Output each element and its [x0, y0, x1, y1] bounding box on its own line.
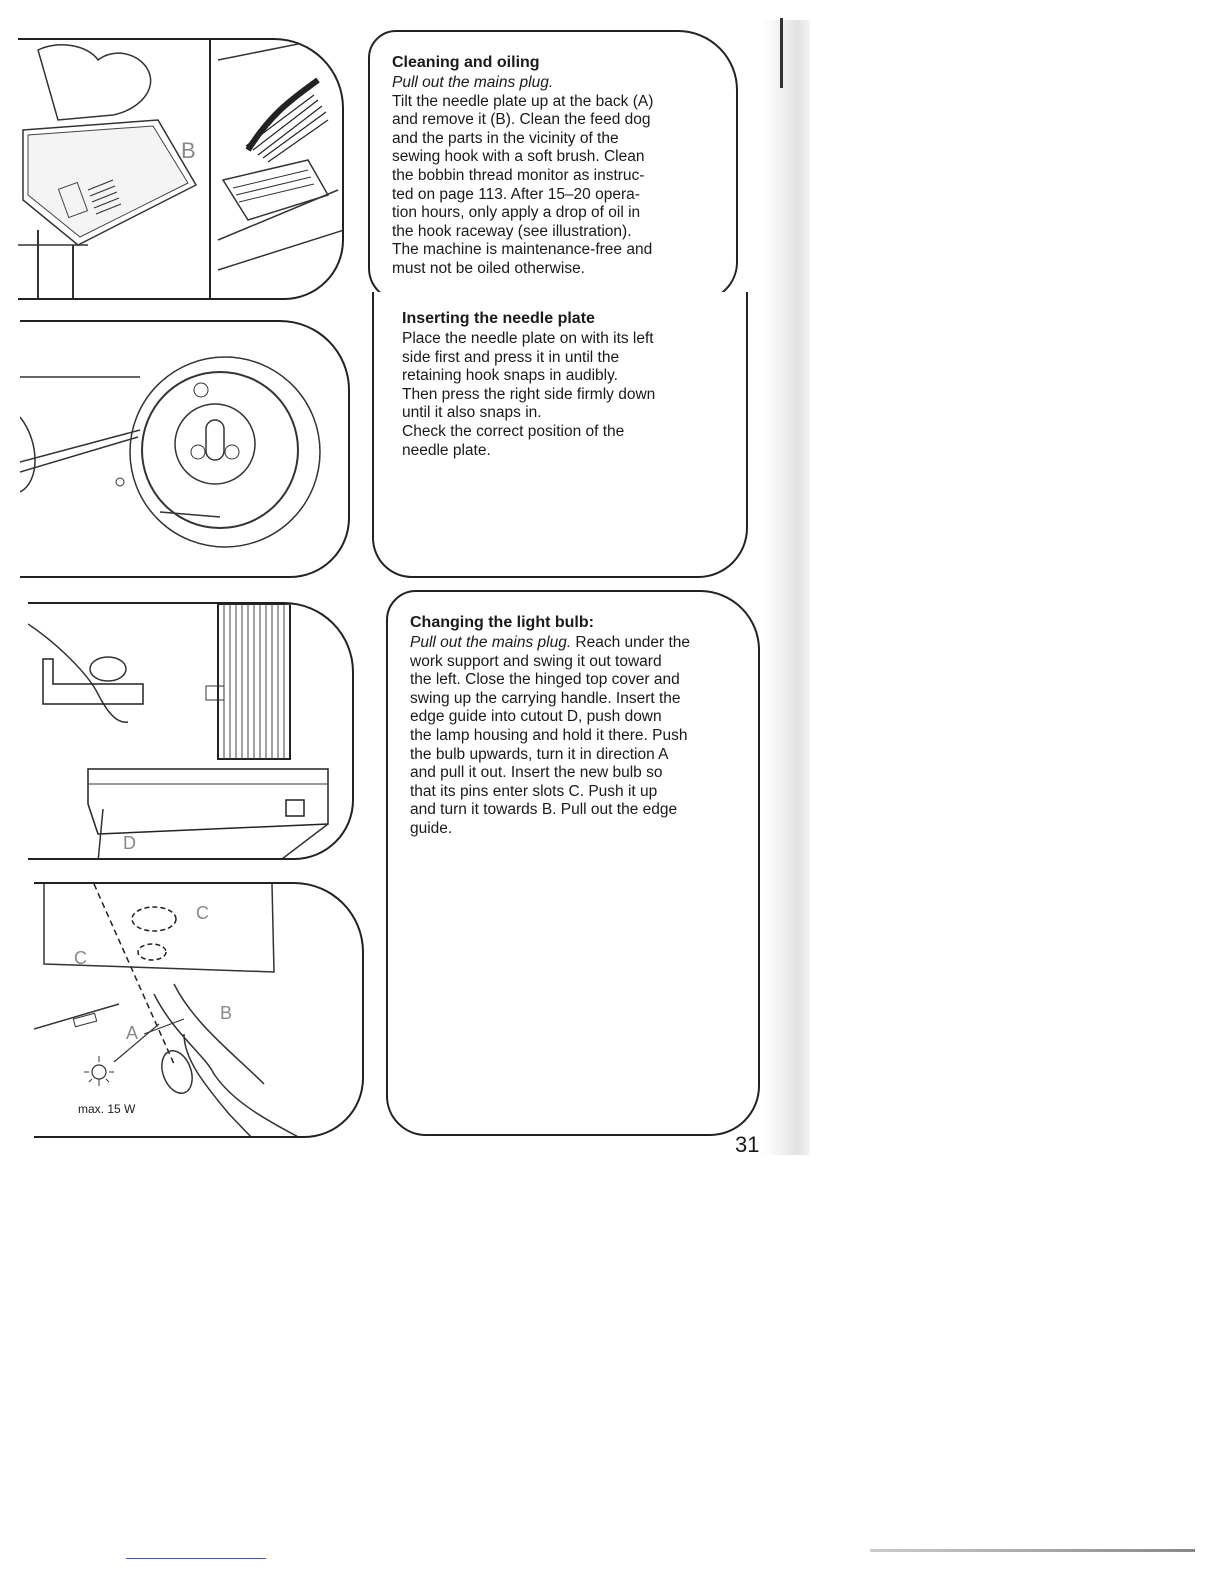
- cleaning-line: The machine is maintenance-free and: [392, 241, 653, 259]
- light-bulb-body: [410, 634, 732, 839]
- illustration-lamp-housing: [28, 602, 354, 860]
- needle-plate-line: Place the needle plate on with its left: [402, 330, 654, 347]
- light-bulb-line: work support and swing it out toward: [410, 652, 662, 670]
- textbox-needle-plate: [372, 292, 748, 578]
- light-bulb-first-line-rest: Reach under the: [571, 634, 691, 651]
- illustration-light-bulb: [34, 882, 364, 1138]
- light-bulb-line: the bulb upwards, turn it in direction A: [410, 745, 669, 763]
- fig4-label-c-left: C: [74, 948, 87, 968]
- needle-plate-line: until it also snaps in.: [402, 404, 542, 422]
- cleaning-body: [392, 74, 710, 279]
- needle-plate-line: side first and press it in until the: [402, 348, 620, 366]
- bulb-drawing: [34, 884, 364, 1138]
- fig1-label-b: B: [181, 138, 196, 163]
- cleaning-line: the hook raceway (see illustration).: [392, 222, 632, 240]
- cleaning-line: Tilt the needle plate up at the back (A): [392, 92, 654, 110]
- binding-edge-line: [780, 18, 783, 88]
- cleaning-drawing: [18, 40, 344, 300]
- light-bulb-line: the left. Close the hinged top cover and: [410, 671, 680, 689]
- light-bulb-line: swing up the carrying handle. Insert the: [410, 689, 681, 707]
- light-bulb-first-line: [410, 634, 732, 653]
- cleaning-warning: Pull out the mains plug.: [392, 74, 554, 91]
- scan-artifact-line-right: [870, 1549, 1195, 1552]
- cleaning-line: and remove it (B). Clean the feed dog: [392, 111, 651, 129]
- light-bulb-line: that its pins enter slots C. Push it up: [410, 782, 658, 800]
- cleaning-line: must not be oiled otherwise.: [392, 259, 585, 277]
- illustration-needle-plate: [20, 320, 350, 578]
- cleaning-line: ted on page 113. After 15–20 opera-: [392, 185, 640, 203]
- light-bulb-heading: Changing the light bulb:: [410, 614, 594, 631]
- cleaning-heading: Cleaning and oiling: [392, 54, 540, 71]
- fig4-label-a: A: [126, 1023, 139, 1043]
- needle-plate-heading: Inserting the needle plate: [402, 310, 595, 327]
- needle-plate-line: Then press the right side firmly down: [402, 385, 656, 403]
- fig4-label-c-right: C: [196, 903, 209, 923]
- textbox-light-bulb: [386, 590, 760, 1136]
- scan-artifact-line-left: [126, 1558, 266, 1559]
- light-bulb-line: and turn it towards B. Pull out the edge: [410, 801, 678, 819]
- bulb-wattage-caption: max. 15 W: [78, 1102, 136, 1116]
- light-bulb-line: guide.: [410, 819, 453, 837]
- needle-plate-line: needle plate.: [402, 441, 491, 459]
- textbox-cleaning: [368, 30, 738, 302]
- needle-plate-body: [402, 330, 720, 460]
- needle-plate-line: Check the correct position of the: [402, 422, 625, 440]
- page-number: 31: [735, 1132, 760, 1157]
- needle-plate-line: retaining hook snaps in audibly.: [402, 367, 618, 385]
- cleaning-line: and the parts in the vicinity of the: [392, 129, 619, 147]
- binding-shadow: [762, 20, 810, 1155]
- lamp-drawing: [28, 604, 354, 860]
- fig3-label-d: D: [123, 833, 136, 853]
- hook-drawing: [20, 322, 350, 578]
- fig4-label-b: B: [220, 1003, 233, 1023]
- light-bulb-line: the lamp housing and hold it there. Push: [410, 726, 688, 744]
- light-bulb-warning: Pull out the mains plug.: [410, 634, 572, 651]
- cleaning-line: the bobbin thread monitor as instruc-: [392, 166, 645, 184]
- light-bulb-line: and pull it out. Insert the new bulb so: [410, 764, 663, 782]
- light-bulb-line: edge guide into cutout D, push down: [410, 708, 662, 726]
- cleaning-line: sewing hook with a soft brush. Clean: [392, 148, 645, 166]
- cleaning-line: tion hours, only apply a drop of oil in: [392, 204, 641, 222]
- illustration-cleaning: [18, 38, 344, 300]
